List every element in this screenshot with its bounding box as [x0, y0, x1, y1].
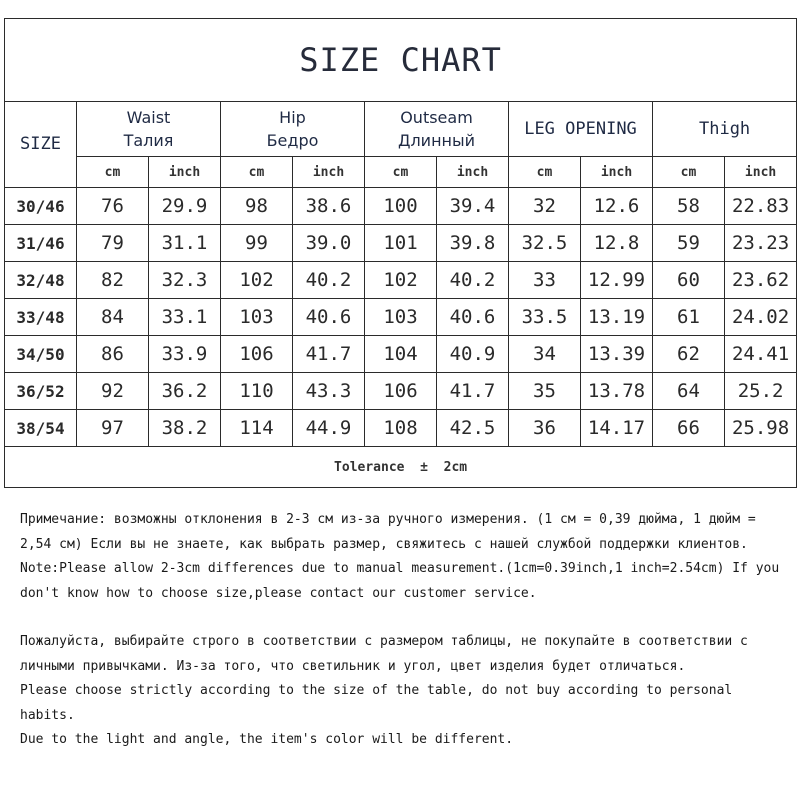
header-hip-en: Hip: [279, 108, 306, 127]
measurement-cell: 100: [365, 188, 437, 225]
measurement-cell: 82: [77, 262, 149, 299]
measurement-cell: 32.3: [149, 262, 221, 299]
unit-cell: inch: [437, 157, 509, 188]
measurement-cell: 103: [221, 299, 293, 336]
table-row: [5, 225, 797, 262]
measurement-cell: 12.6: [581, 188, 653, 225]
unit-cell: cm: [653, 157, 725, 188]
measurement-cell: 102: [365, 262, 437, 299]
measurement-cell: 36.2: [149, 373, 221, 410]
size-rows: [5, 188, 797, 447]
measurement-cell: 43.3: [293, 373, 365, 410]
size-label: 30/46: [5, 188, 77, 225]
measurement-cell: 33.9: [149, 336, 221, 373]
measurement-cell: 66: [653, 410, 725, 447]
measurement-cell: 101: [365, 225, 437, 262]
measurement-cell: 44.9: [293, 410, 365, 447]
measurement-cell: 23.62: [725, 262, 797, 299]
measurement-cell: 114: [221, 410, 293, 447]
measurement-cell: 25.2: [725, 373, 797, 410]
measurement-cell: 108: [365, 410, 437, 447]
measurement-cell: 22.83: [725, 188, 797, 225]
notes-section: [20, 508, 780, 753]
size-label: 31/46: [5, 225, 77, 262]
measurement-cell: 24.02: [725, 299, 797, 336]
measurement-cell: 35: [509, 373, 581, 410]
measurement-cell: 106: [365, 373, 437, 410]
measurement-cell: 13.19: [581, 299, 653, 336]
measurement-cell: 99: [221, 225, 293, 262]
measurement-cell: 40.2: [293, 262, 365, 299]
size-label: 32/48: [5, 262, 77, 299]
measurement-cell: 62: [653, 336, 725, 373]
size-label: 36/52: [5, 373, 77, 410]
table-row: [5, 262, 797, 299]
measurement-cell: 32: [509, 188, 581, 225]
header-waist-en: Waist: [126, 108, 171, 127]
measurement-cell: 33: [509, 262, 581, 299]
measurement-cell: 40.6: [293, 299, 365, 336]
header-waist: [77, 102, 221, 157]
size-label: 38/54: [5, 410, 77, 447]
instruction-ru: Пожалуйста, выбирайте строго в соответствии с размером таблицы, не покупайте в соответствии с личными привычками. Из-за того, что светильник и угол, цвет изделия будет отличаться.: [20, 634, 748, 674]
unit-row: [5, 157, 797, 188]
unit-cell: cm: [77, 157, 149, 188]
table-row: [5, 336, 797, 373]
measurement-cell: 103: [365, 299, 437, 336]
measurement-cell: 102: [221, 262, 293, 299]
size-label: 33/48: [5, 299, 77, 336]
header-row: [5, 102, 797, 157]
measurement-cell: 41.7: [293, 336, 365, 373]
measurement-cell: 38.2: [149, 410, 221, 447]
note-ru: Примечание: возможны отклонения в 2-3 см из-за ручного измерения. (1 см = 0,39 дюйма, 1 дюйм = 2,54 см) Если вы не знаете, как выбрать размер, свяжитесь с нашей службой поддержки клиентов.: [20, 512, 756, 552]
measurement-cell: 59: [653, 225, 725, 262]
measurement-cell: 98: [221, 188, 293, 225]
unit-cell: inch: [725, 157, 797, 188]
measurement-cell: 25.98: [725, 410, 797, 447]
table-row: [5, 410, 797, 447]
tolerance-note: Tolerance ± 2cm: [5, 447, 797, 488]
table-row: [5, 188, 797, 225]
measurement-cell: 39.4: [437, 188, 509, 225]
header-waist-ru: Талия: [123, 131, 174, 150]
size-chart-table: [4, 18, 797, 488]
unit-cell: cm: [509, 157, 581, 188]
note-en: Note:Please allow 2-3cm differences due to manual measurement.(1cm=0.39inch,1 inch=2.54cm) If you don't know how to choose size,please contact our customer service.: [20, 561, 780, 601]
measurement-cell: 106: [221, 336, 293, 373]
color-note-en: Due to the light and angle, the item's color will be different.: [20, 732, 514, 747]
measurement-cell: 64: [653, 373, 725, 410]
measurement-cell: 23.23: [725, 225, 797, 262]
measurement-cell: 76: [77, 188, 149, 225]
measurement-cell: 39.0: [293, 225, 365, 262]
measurement-cell: 39.8: [437, 225, 509, 262]
measurement-cell: 34: [509, 336, 581, 373]
header-hip-ru: Бедро: [266, 131, 319, 150]
chart-title: SIZE CHART: [5, 19, 797, 102]
measurement-cell: 86: [77, 336, 149, 373]
measurement-cell: 40.9: [437, 336, 509, 373]
measurement-cell: 13.39: [581, 336, 653, 373]
measurement-cell: 40.6: [437, 299, 509, 336]
measurement-cell: 32.5: [509, 225, 581, 262]
measurement-cell: 24.41: [725, 336, 797, 373]
instruction-en: Please choose strictly according to the size of the table, do not buy according to personal habits.: [20, 683, 733, 723]
measurement-cell: 92: [77, 373, 149, 410]
unit-cell: inch: [293, 157, 365, 188]
measurement-cell: 61: [653, 299, 725, 336]
notes-spacer: [20, 606, 780, 630]
measurement-cell: 29.9: [149, 188, 221, 225]
size-label: 34/50: [5, 336, 77, 373]
unit-cell: cm: [221, 157, 293, 188]
measurement-cell: 104: [365, 336, 437, 373]
header-leg-opening: LEG OPENING: [509, 102, 653, 157]
measurement-cell: 14.17: [581, 410, 653, 447]
measurement-cell: 33.5: [509, 299, 581, 336]
size-chart: [4, 18, 796, 488]
header-hip: [221, 102, 365, 157]
header-outseam: [365, 102, 509, 157]
measurement-cell: 31.1: [149, 225, 221, 262]
header-outseam-ru: Длинный: [397, 131, 476, 150]
measurement-cell: 38.6: [293, 188, 365, 225]
table-row: [5, 299, 797, 336]
header-size: SIZE: [5, 102, 77, 188]
measurement-cell: 13.78: [581, 373, 653, 410]
measurement-cell: 79: [77, 225, 149, 262]
measurement-cell: 58: [653, 188, 725, 225]
measurement-cell: 12.8: [581, 225, 653, 262]
measurement-cell: 110: [221, 373, 293, 410]
header-thigh: Thigh: [653, 102, 797, 157]
table-row: [5, 373, 797, 410]
measurement-cell: 12.99: [581, 262, 653, 299]
measurement-cell: 60: [653, 262, 725, 299]
unit-cell: inch: [581, 157, 653, 188]
measurement-cell: 42.5: [437, 410, 509, 447]
measurement-cell: 97: [77, 410, 149, 447]
measurement-cell: 33.1: [149, 299, 221, 336]
measurement-cell: 41.7: [437, 373, 509, 410]
header-outseam-en: Outseam: [400, 108, 473, 127]
unit-cell: inch: [149, 157, 221, 188]
measurement-cell: 36: [509, 410, 581, 447]
unit-cell: cm: [365, 157, 437, 188]
measurement-cell: 84: [77, 299, 149, 336]
measurement-cell: 40.2: [437, 262, 509, 299]
